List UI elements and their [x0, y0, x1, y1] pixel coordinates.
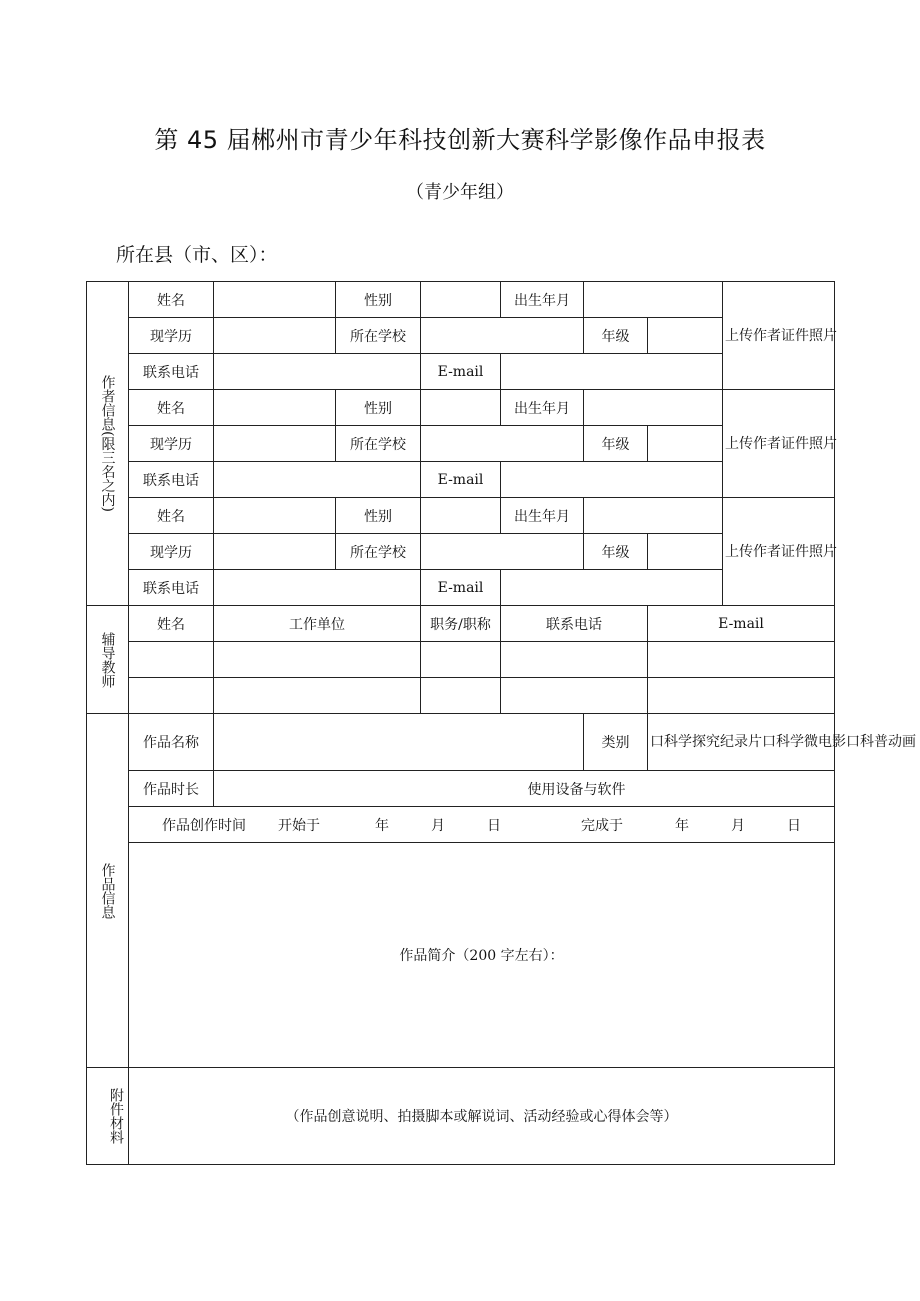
attachment-note: （作品创意说明、拍摄脚本或解说词、活动经验或心得体会等）: [285, 1109, 678, 1125]
district-label: 所在县（市、区）：: [116, 244, 278, 266]
author-birth-label: 出生年月: [501, 498, 584, 534]
work-end-month-label: 月: [731, 817, 745, 834]
author-3-education-field[interactable]: [214, 534, 336, 570]
author-1-row-3: [87, 354, 835, 390]
author-name-label: 姓名: [129, 498, 214, 534]
author-gender-label: 性别: [336, 390, 421, 426]
author-phone-label: 联系电话: [129, 570, 214, 606]
author-2-row-1: [87, 390, 835, 426]
author-1-phone-field[interactable]: [214, 354, 421, 390]
author-3-row-3: [87, 570, 835, 606]
author-grade-label: 年级: [584, 534, 648, 570]
author-3-name-field[interactable]: [214, 498, 336, 534]
author-2-phone-field[interactable]: [214, 462, 421, 498]
author-grade-label: 年级: [584, 426, 648, 462]
author-gender-label: 性别: [336, 498, 421, 534]
work-start-year-label: 年: [375, 817, 389, 834]
author-education-label: 现学历: [129, 534, 214, 570]
work-start-day-label: 日: [487, 817, 501, 834]
author-birth-label: 出生年月: [501, 282, 584, 318]
attachment-section-label: 附件材料: [87, 1068, 129, 1165]
teacher-1-phone-field[interactable]: [501, 642, 648, 678]
author-3-gender-field[interactable]: [421, 498, 501, 534]
work-duration-row: [87, 771, 835, 807]
author-3-birth-field[interactable]: [584, 498, 723, 534]
author-1-name-field[interactable]: [214, 282, 336, 318]
work-creation-time-label: 作品创作时间: [162, 817, 246, 834]
teacher-2-position-field[interactable]: [421, 678, 501, 714]
teacher-2-workplace-field[interactable]: [214, 678, 421, 714]
work-category-options[interactable]: 口科学探究纪录片口科学微电影口科普动画: [648, 714, 835, 771]
work-category-label: 类别: [584, 714, 648, 771]
author-3-school-field[interactable]: [421, 534, 584, 570]
author-1-email-field[interactable]: [501, 354, 723, 390]
author-2-row-3: [87, 462, 835, 498]
work-name-label: 作品名称: [129, 714, 214, 771]
work-end-label: 完成于: [581, 817, 623, 834]
teacher-row-2: [87, 678, 835, 714]
work-name-row: [87, 714, 835, 771]
teacher-position-label: 职务/职称: [421, 606, 501, 642]
work-intro-row: [87, 843, 835, 1068]
work-end-day-label: 日: [787, 817, 801, 834]
work-end-year-label: 年: [675, 817, 689, 834]
author-name-label: 姓名: [129, 390, 214, 426]
teacher-row-1: [87, 642, 835, 678]
teacher-2-phone-field[interactable]: [501, 678, 648, 714]
page-subtitle: （青少年组）: [406, 182, 514, 203]
author-2-birth-field[interactable]: [584, 390, 723, 426]
work-duration-field[interactable]: [214, 771, 835, 807]
work-equipment-label: 使用设备与软件: [527, 781, 626, 798]
author-2-row-2: [87, 426, 835, 462]
work-intro-label: 作品简介（200 字左右）：: [399, 948, 564, 964]
application-form: [86, 281, 916, 1165]
author-2-photo-upload[interactable]: 上传作者证件照片: [723, 390, 835, 498]
author-1-photo-upload[interactable]: 上传作者证件照片: [723, 282, 835, 390]
author-section-label: 作者信息(限三名之内): [87, 282, 129, 606]
author-2-education-field[interactable]: [214, 426, 336, 462]
author-education-label: 现学历: [129, 426, 214, 462]
teacher-name-label: 姓名: [129, 606, 214, 642]
author-2-email-field[interactable]: [501, 462, 723, 498]
work-time-row: [87, 807, 835, 843]
author-1-gender-field[interactable]: [421, 282, 501, 318]
author-2-grade-field[interactable]: [648, 426, 723, 462]
page-title: 第 45 届郴州市青少年科技创新大赛科学影像作品申报表: [154, 126, 766, 154]
work-duration-label: 作品时长: [129, 771, 214, 807]
author-grade-label: 年级: [584, 318, 648, 354]
author-2-gender-field[interactable]: [421, 390, 501, 426]
work-start-month-label: 月: [431, 817, 445, 834]
author-email-label: E-mail: [421, 462, 501, 498]
author-phone-label: 联系电话: [129, 354, 214, 390]
work-section-label: 作品信息: [87, 714, 129, 1068]
teacher-header-row: [87, 606, 835, 642]
author-school-label: 所在学校: [336, 318, 421, 354]
author-3-row-1: [87, 498, 835, 534]
work-name-field[interactable]: [214, 714, 584, 771]
author-gender-label: 性别: [336, 282, 421, 318]
attachment-row: [87, 1068, 835, 1165]
teacher-email-label: E-mail: [648, 606, 835, 642]
teacher-1-workplace-field[interactable]: [214, 642, 421, 678]
author-1-school-field[interactable]: [421, 318, 584, 354]
author-1-row-1: [87, 282, 835, 318]
teacher-2-name-field[interactable]: [129, 678, 214, 714]
author-3-grade-field[interactable]: [648, 534, 723, 570]
author-2-name-field[interactable]: [214, 390, 336, 426]
teacher-1-name-field[interactable]: [129, 642, 214, 678]
author-3-phone-field[interactable]: [214, 570, 421, 606]
author-3-photo-upload[interactable]: 上传作者证件照片: [723, 498, 835, 606]
teacher-1-email-field[interactable]: [648, 642, 835, 678]
author-1-row-2: [87, 318, 835, 354]
author-1-birth-field[interactable]: [584, 282, 723, 318]
work-start-label: 开始于: [278, 817, 320, 834]
author-name-label: 姓名: [129, 282, 214, 318]
author-email-label: E-mail: [421, 570, 501, 606]
author-school-label: 所在学校: [336, 534, 421, 570]
attachment-field[interactable]: [129, 1068, 835, 1165]
teacher-phone-label: 联系电话: [501, 606, 648, 642]
author-2-school-field[interactable]: [421, 426, 584, 462]
author-phone-label: 联系电话: [129, 462, 214, 498]
author-education-label: 现学历: [129, 318, 214, 354]
teacher-1-position-field[interactable]: [421, 642, 501, 678]
author-3-row-2: [87, 534, 835, 570]
author-1-grade-field[interactable]: [648, 318, 723, 354]
work-creation-time-field[interactable]: [129, 807, 835, 843]
author-school-label: 所在学校: [336, 426, 421, 462]
author-3-email-field[interactable]: [501, 570, 723, 606]
teacher-workplace-label: 工作单位: [214, 606, 421, 642]
teacher-section-label: 辅导教师: [87, 606, 129, 714]
work-intro-field[interactable]: [129, 843, 835, 1068]
author-email-label: E-mail: [421, 354, 501, 390]
author-birth-label: 出生年月: [501, 390, 584, 426]
teacher-2-email-field[interactable]: [648, 678, 835, 714]
author-1-education-field[interactable]: [214, 318, 336, 354]
